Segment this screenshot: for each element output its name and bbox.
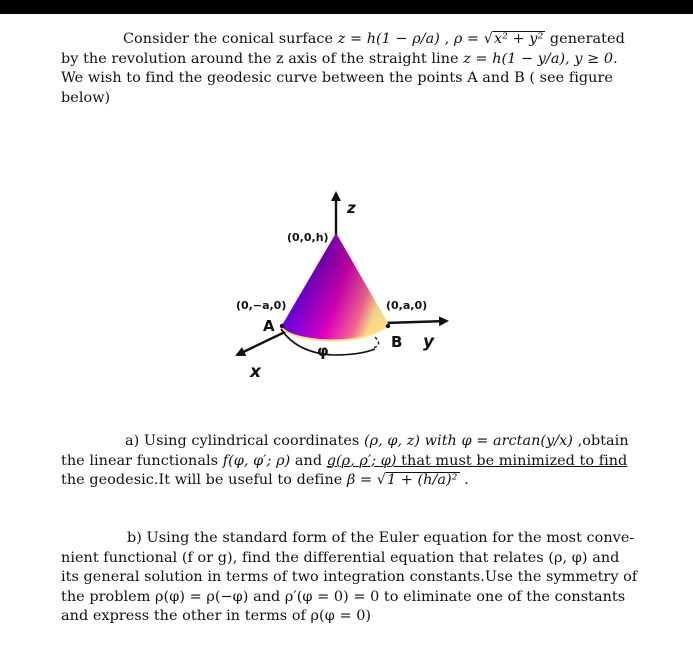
intro-line-1	[61, 30, 633, 50]
sqrt-expression: √1 + (h/a)²	[376, 472, 458, 488]
part-a-text: .	[459, 472, 469, 488]
cylindrical-coords-eq: (ρ, φ, z) with φ = arctan(y/x)	[363, 433, 573, 449]
part-a-line-3	[61, 471, 633, 491]
underlined-segment	[327, 453, 628, 469]
part-a-text: a) Using cylindrical coordinates	[125, 433, 364, 449]
point-b-label: B	[391, 333, 403, 351]
axis-z-label: z	[347, 199, 356, 217]
apex-label: (0,0,h)	[287, 231, 329, 244]
part-b-line-4: the problem ρ(φ) = ρ(−φ) and ρ′(φ = 0) = 0 to eliminate one of the constants	[61, 588, 626, 605]
functional-f: f(φ, φ′; ρ)	[222, 452, 291, 469]
y-axis	[385, 321, 447, 323]
part-a-paragraph	[61, 432, 633, 491]
part-a-text: ,obtain	[572, 433, 629, 449]
cone-figure	[225, 185, 465, 385]
intro-text: by the revolution around the z axis of the straight line	[61, 50, 464, 67]
part-a-line-2	[61, 452, 633, 472]
sqrt-radicand: 1 + (h/a)²	[386, 472, 458, 488]
separator: ,	[439, 31, 454, 47]
x-axis	[237, 331, 287, 355]
part-a-line-1	[61, 432, 633, 452]
part-b-line-5: and express the other in terms of ρ(φ = 0)	[61, 608, 372, 624]
cone-equation: z = h(1 − ρ/a)	[337, 31, 440, 47]
axis-x-label: x	[250, 362, 261, 382]
intro-paragraph	[61, 30, 633, 108]
part-a-text: that must be minimized to find	[396, 452, 628, 469]
line-equation: z = h(1 − y/a), y ≥ 0.	[463, 50, 618, 67]
beta-definition: β =	[346, 472, 377, 488]
part-b-line-3: its general solution in terms of two integration constants.Use the symmetry of	[61, 569, 638, 585]
axis-y-label: y	[423, 332, 435, 352]
intro-text: generated	[545, 31, 625, 47]
part-a-text: the geodesic.It will be useful to define	[61, 472, 347, 488]
intro-line-2	[61, 50, 633, 70]
point-b-marker	[386, 324, 390, 328]
part-b-line-2: nient functional (f or g), find the differential equation that relates (ρ, φ) and	[61, 549, 620, 566]
sqrt-radicand: x² + y²	[493, 31, 544, 47]
intro-text: Consider the conical surface	[123, 31, 338, 47]
angle-phi-label: φ	[317, 342, 329, 360]
left-point-label: (0,−a,0)	[236, 299, 287, 312]
point-a-marker	[280, 324, 284, 328]
functional-g: g(ρ, ρ′; φ)	[326, 452, 397, 469]
part-a-text: and	[290, 452, 327, 469]
sqrt-expression: √x² + y²	[483, 31, 544, 47]
part-b-line-1: b) Using the standard form of the Euler equation for the most conve-	[127, 530, 635, 546]
intro-line-4: below)	[61, 89, 111, 106]
intro-line-3: We wish to find the geodesic curve between the points A and B ( see figure	[61, 70, 613, 86]
point-a-label: A	[263, 317, 275, 335]
rho-definition: ρ =	[453, 31, 484, 47]
top-border	[0, 0, 693, 14]
phi-arc-dashed	[373, 337, 379, 348]
part-a-text: the linear functionals	[61, 452, 223, 469]
right-point-label: (0,a,0)	[386, 299, 428, 312]
part-b-paragraph	[61, 529, 638, 627]
cone-shading	[281, 233, 389, 340]
